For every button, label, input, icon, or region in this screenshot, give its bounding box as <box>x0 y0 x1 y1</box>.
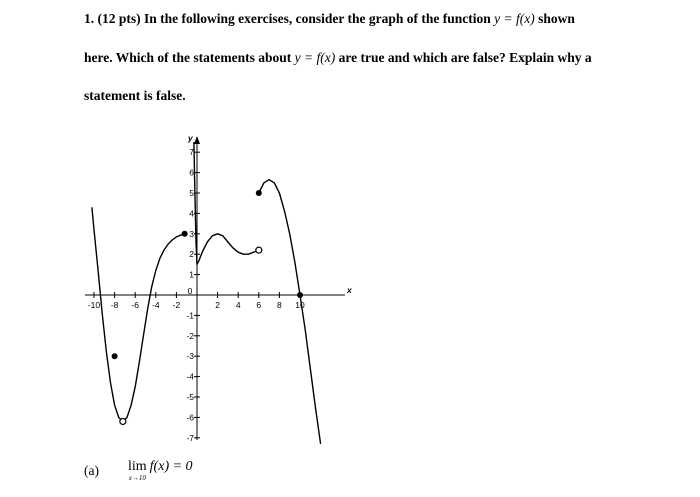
y-axis-label: y <box>188 133 193 143</box>
limit-expression: f(x) = 0 <box>149 459 193 474</box>
x-tick-label: 0 <box>187 286 193 296</box>
part-a-label: (a) <box>84 463 99 478</box>
curve-piece-2 <box>194 142 259 264</box>
axes <box>85 133 353 440</box>
y-tick-label: -3 <box>186 351 194 362</box>
x-tick-label: -10 <box>87 300 101 310</box>
question-line-3: statement is false. <box>84 88 186 103</box>
y-tick-label: -4 <box>186 371 194 382</box>
x-tick-label: -4 <box>152 300 160 310</box>
x-tick-label: -6 <box>131 300 139 310</box>
closed-point <box>112 353 118 359</box>
y-tick-label: 6 <box>189 167 194 178</box>
y-tick-label: -2 <box>186 330 194 341</box>
x-tick-label: 4 <box>235 300 241 310</box>
lim-word: lim <box>128 459 147 474</box>
x-tick-label: 8 <box>277 300 282 310</box>
closed-point <box>256 190 262 196</box>
question-text: are true and which are false? Explain why a <box>338 50 592 65</box>
x-axis-label: x <box>347 285 352 295</box>
x-tick-label: 6 <box>256 300 262 310</box>
y-tick-label: 3 <box>189 228 194 239</box>
y-tick-label: -5 <box>186 392 194 402</box>
y-tick-label: 1 <box>189 269 194 280</box>
open-point <box>120 418 126 424</box>
question-line-1 <box>84 11 575 27</box>
question-text: shown <box>538 11 575 26</box>
y-tick-label: 2 <box>189 249 194 260</box>
y-tick-label: -6 <box>186 412 194 423</box>
closed-point <box>297 292 303 298</box>
y-tick-label: 7 <box>189 147 194 158</box>
y-tick-label: -7 <box>186 432 194 443</box>
y-tick-label: 4 <box>189 208 194 219</box>
x-tick-label: -8 <box>110 300 119 310</box>
function-notation: y = f(x) <box>494 11 535 26</box>
question-text: here. Which of the statements about <box>84 50 292 65</box>
x-tick-label: -2 <box>172 300 181 310</box>
curves <box>92 142 321 444</box>
lim-subscript: x→10 <box>128 474 146 482</box>
points <box>112 190 303 424</box>
function-notation: y = f(x) <box>294 50 336 65</box>
curve-piece-1 <box>92 207 185 421</box>
limit-operator <box>128 460 147 482</box>
curve-piece-3 <box>259 180 321 444</box>
x-tick-label: 10 <box>295 300 305 310</box>
x-tick-label: 2 <box>215 300 220 310</box>
open-point <box>256 247 262 253</box>
part-a-limit-expression <box>128 460 193 482</box>
y-axis-arrow <box>194 136 200 144</box>
question-line-2 <box>84 50 592 66</box>
y-tick-label: 5 <box>189 188 194 198</box>
closed-point <box>182 231 188 237</box>
y-tick-label: -1 <box>186 310 194 321</box>
question-text: 1. (12 pts) In the following exercises, consider the graph of the function <box>84 11 491 26</box>
function-graph <box>80 130 360 450</box>
